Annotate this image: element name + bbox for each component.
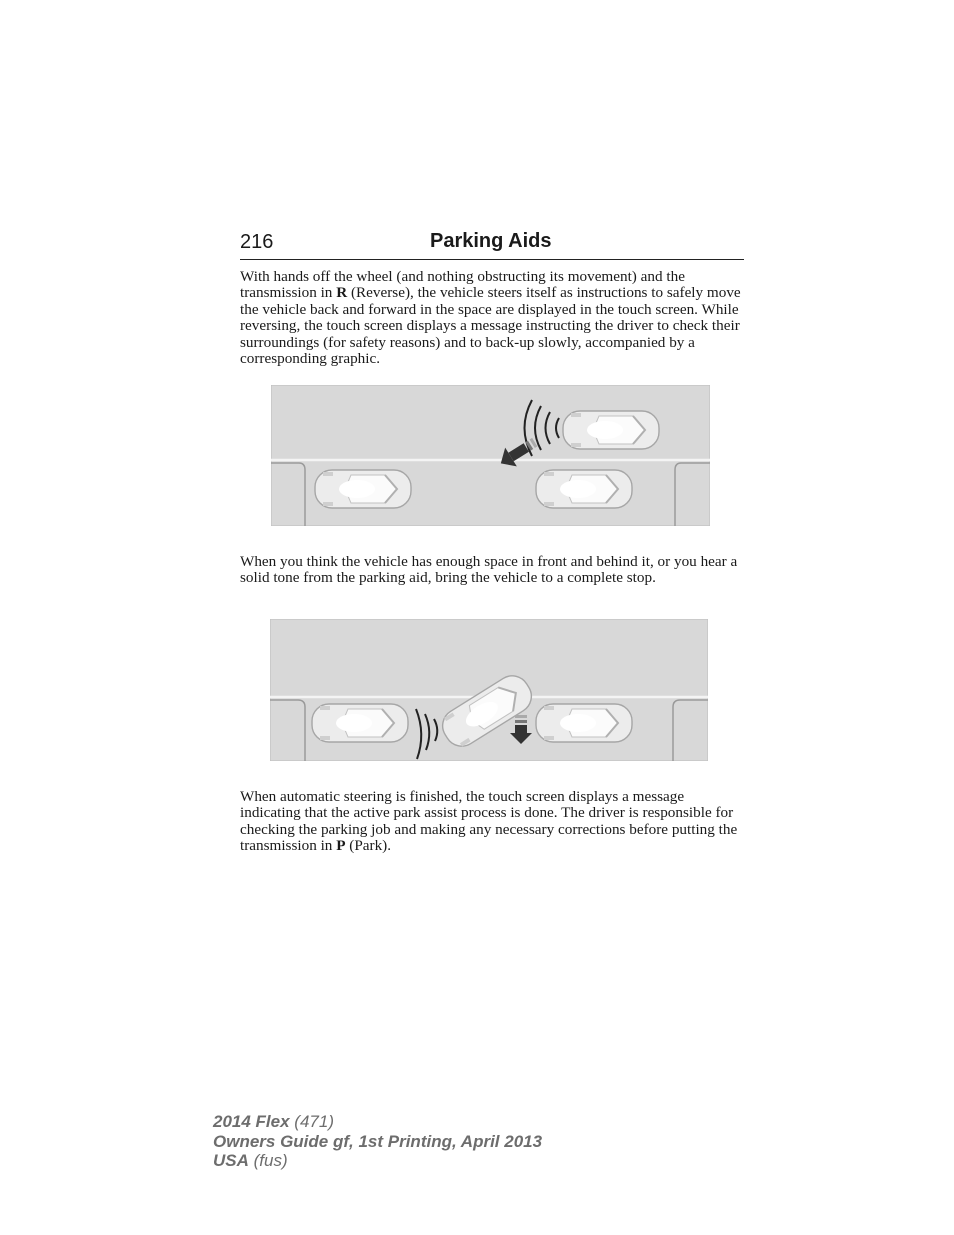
figure-reversing-illustration [271,385,710,526]
parked-car-rear [315,470,411,508]
footer-region-line: USA (fus) [213,1151,288,1170]
paragraph-2: When you think the vehicle has enough space in front and behind it, or you hear a solid tone from the parking aid, bring the vehicle to a complete stop. [240,553,738,587]
footer-guide-line: Owners Guide gf, 1st Printing, April 2013 [213,1131,543,1151]
page-header [240,228,744,260]
page-footer [213,1112,542,1171]
figure-stop-illustration [270,619,708,761]
parked-car-rear [312,704,408,742]
parked-car-front [536,470,632,508]
section-title: Parking Aids [430,230,552,252]
page-number: 216 [240,231,274,253]
paragraph-1: With hands off the wheel (and nothing obstructing its movement) and the transmission in R (Reverse), the vehicle steers itself as instructions to safely move the vehicle back and forward in the space are displayed in the touch screen. While reversing, the touch screen displays a message instructing the driver to check their surroundings (for safety reasons) and to back-up slowly, accompanied by a corresponding graphic. [240,268,741,368]
paragraph-3: When automatic steering is finished, the touch screen displays a message indicating that the active park assist process is done. The driver is responsible for checking the parking job and making any necessary corrections before putting the transmission in P (Park). [240,788,738,855]
footer-model-line: 2014 Flex (471) [213,1112,334,1131]
reversing-car [563,411,659,449]
parked-car-front [536,704,632,742]
